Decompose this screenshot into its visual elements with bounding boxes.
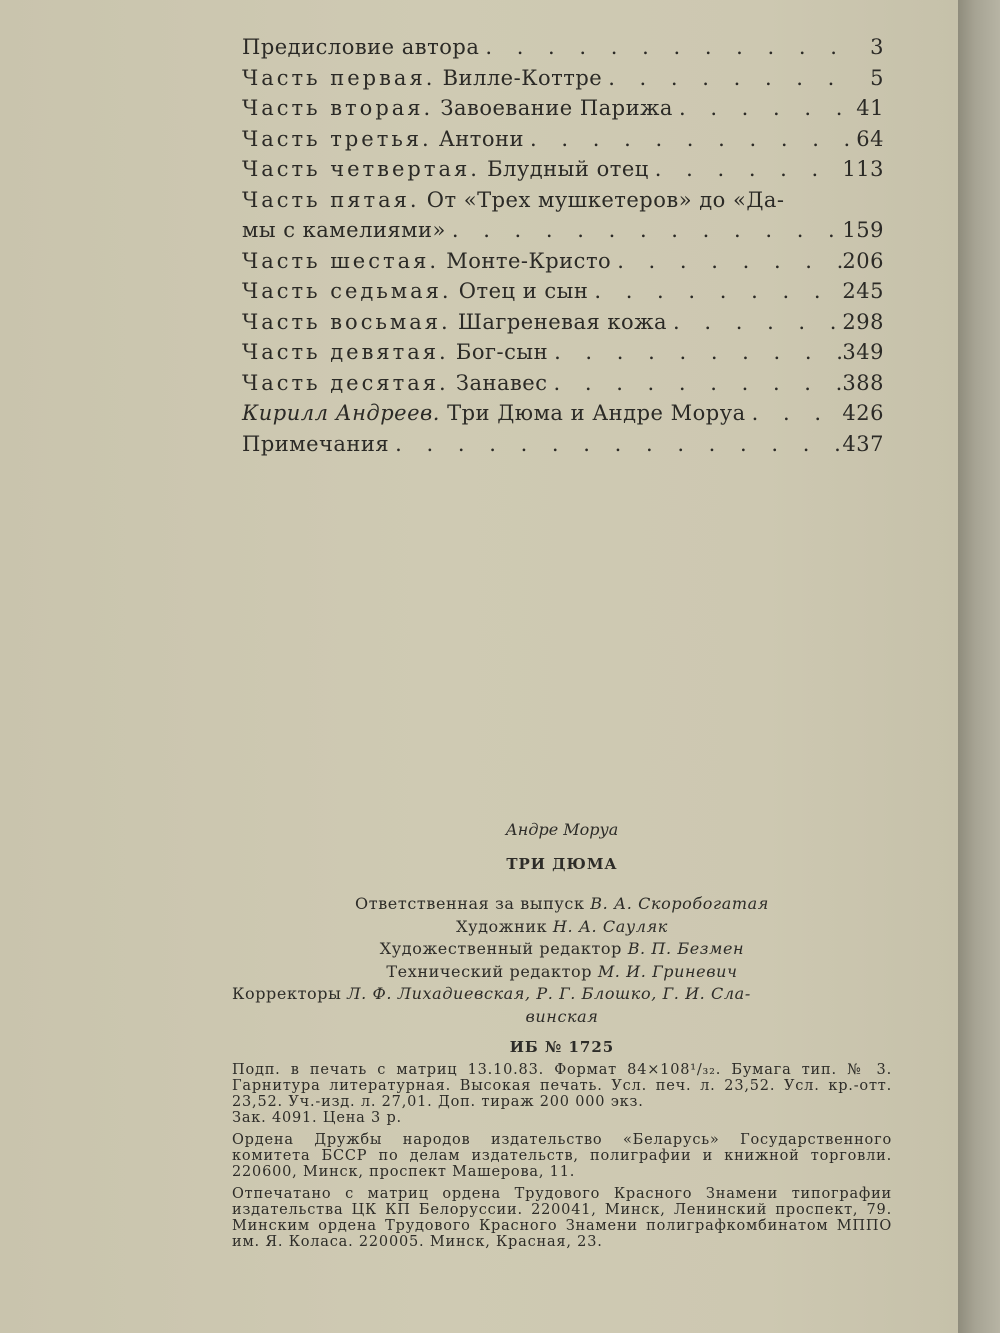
toc-entry — [242, 185, 884, 216]
toc-entry-title — [242, 124, 524, 154]
toc-page-number: 3 — [870, 35, 884, 59]
printer-info: Отпечатано с матриц ордена Трудового Красного Знамени типографии издательства ЦК КП Белоруссии. 220041, Минск, Ленинский проспект, 79. Минским ордена Трудового Красного Знамени полиграфкомбинатом МППО им. Я. Коласа. 220005. Минск, Красная, 23. — [232, 1186, 892, 1250]
dot-leader — [611, 246, 842, 276]
toc-page-number: 159 — [842, 218, 884, 242]
print-details: Подп. в печать с матриц 13.10.83. Формат 84×108¹/₃₂. Бумага тип. № 3. Гарнитура литературная. Высокая печать. Усл. печ. л. 23,52. Усл. кр.-отт. 23,52. Уч.-изд. л. 27,01. Доп. тираж 200 000 экз. — [232, 1062, 892, 1110]
toc-entry-title — [242, 154, 649, 184]
toc-entry-title — [242, 246, 611, 276]
imprint-author: Андре Моруа — [505, 820, 619, 839]
credit-line — [232, 893, 892, 916]
toc-page-number: 113 — [842, 157, 884, 181]
toc-page-number: 64 — [856, 126, 884, 151]
credits-list — [232, 893, 892, 1028]
toc-entry-title — [242, 368, 548, 398]
toc-part-name: Антони — [438, 126, 525, 151]
toc-entry-title — [242, 398, 746, 428]
toc-page-number: 437 — [842, 431, 884, 456]
toc-entry-title — [242, 185, 785, 215]
credit-line — [232, 916, 892, 939]
toc-part-name: Монте-Кристо — [446, 248, 612, 273]
toc-entry-title — [242, 276, 588, 306]
dot-leader — [479, 32, 850, 62]
toc-entry — [242, 63, 884, 94]
dot-leader — [389, 429, 842, 459]
toc-page-number: 41 — [856, 96, 884, 120]
toc-entry — [242, 337, 884, 368]
credit-name: винская — [525, 1006, 599, 1026]
book-page-edge — [958, 0, 1000, 1333]
toc-part-label: Часть восьмая. — [242, 309, 451, 334]
colophon — [232, 820, 892, 1250]
toc-page-number: 298 — [842, 309, 884, 334]
credit-name: В. П. Безмен — [627, 939, 745, 958]
credit-line-continuation — [232, 1006, 892, 1029]
dot-leader — [548, 368, 843, 398]
toc-entry — [242, 32, 884, 63]
credit-name: Л. Ф. Лихадиевская, Р. Г. Блошко, Г. И. Сла- — [347, 984, 751, 1003]
toc-entry — [242, 368, 884, 399]
dot-leader — [667, 307, 842, 337]
toc-part-name: Бог-сын — [455, 340, 549, 364]
toc-part-name: Отец и сын — [458, 279, 589, 303]
order-price: Зак. 4091. Цена 3 р. — [232, 1110, 402, 1126]
toc-part-name: Занавес — [455, 370, 548, 395]
toc-entry — [242, 246, 884, 277]
toc-part-label: Часть первая. — [242, 65, 436, 90]
toc-entry-title — [242, 337, 548, 367]
toc-page-number: 349 — [842, 340, 884, 364]
dot-leader — [746, 398, 843, 428]
imprint-book-title: ТРИ ДЮМА — [506, 855, 618, 873]
toc-entry-title: Предисловие автора — [242, 35, 480, 59]
toc-page-number: 206 — [842, 248, 884, 273]
toc-entry-title — [242, 93, 673, 123]
credit-line — [232, 983, 892, 1006]
toc-page-number: 388 — [842, 370, 884, 395]
toc-part-name: Вилле-Коттре — [442, 65, 603, 90]
toc-part-name: Три Дюма и Андре Моруа — [447, 401, 746, 425]
toc-page-number: 5 — [870, 65, 884, 90]
toc-part-name: Завоевание Парижа — [440, 96, 673, 120]
credit-role: Технический редактор — [386, 961, 593, 981]
toc-part-label: Часть третья. — [242, 126, 432, 151]
credit-name: М. И. Гриневич — [597, 961, 738, 981]
toc-entry — [242, 154, 884, 185]
toc-page-number: 426 — [842, 401, 884, 425]
dot-leader — [588, 276, 842, 306]
toc-entry — [242, 124, 884, 155]
dot-leader — [649, 154, 843, 184]
toc-entry-title: Примечания — [242, 431, 390, 456]
toc-part-label: Часть десятая. — [242, 370, 449, 395]
ib-number: ИБ № 1725 — [509, 1038, 615, 1056]
toc-entry-continuation — [242, 215, 884, 246]
credit-name: В. А. Скоробогатая — [590, 894, 769, 913]
credit-role: Корректоры — [232, 984, 342, 1003]
dot-leader — [446, 215, 843, 245]
toc-entry — [242, 429, 884, 460]
toc-essay-author: Кирилл Андреев. — [242, 401, 440, 425]
toc-part-label: Часть вторая. — [242, 96, 434, 120]
toc-part-label: Часть пятая. — [242, 187, 420, 212]
credit-role: Ответственная за выпуск — [355, 894, 585, 913]
toc-part-name: Шагреневая кожа — [457, 309, 668, 334]
credit-name: Н. А. Сауляк — [552, 916, 668, 936]
dot-leader — [524, 124, 850, 154]
toc-entry — [242, 276, 884, 307]
toc-entry-title: мы с камелиями» — [242, 218, 446, 242]
toc-entry-title — [242, 307, 667, 337]
toc-entry — [242, 307, 884, 338]
table-of-contents — [242, 32, 884, 459]
toc-part-label: Часть четвертая. — [242, 157, 480, 181]
toc-entry-title — [242, 63, 602, 93]
credit-role: Художник — [456, 916, 548, 936]
credit-role: Художественный редактор — [379, 939, 623, 958]
toc-part-name: Блудный отец — [487, 157, 649, 181]
toc-page-number: 245 — [842, 279, 884, 303]
credit-line — [232, 938, 892, 961]
publisher-info: Ордена Дружбы народов издательство «Беларусь» Государственного комитета БССР по делам издательств, полиграфии и книжной торговли. 220600, Минск, проспект Машерова, 11. — [232, 1132, 892, 1180]
dot-leader — [673, 93, 850, 123]
dot-leader — [548, 337, 842, 367]
toc-part-label: Часть шестая. — [242, 248, 440, 273]
dot-leader — [602, 63, 850, 93]
toc-entry — [242, 398, 884, 429]
credit-line — [232, 961, 892, 984]
toc-part-label: Часть седьмая. — [242, 279, 452, 303]
toc-part-name: От «Трех мушкетеров» до «Да- — [426, 187, 785, 212]
toc-part-label: Часть девятая. — [242, 340, 449, 364]
toc-entry — [242, 93, 884, 124]
